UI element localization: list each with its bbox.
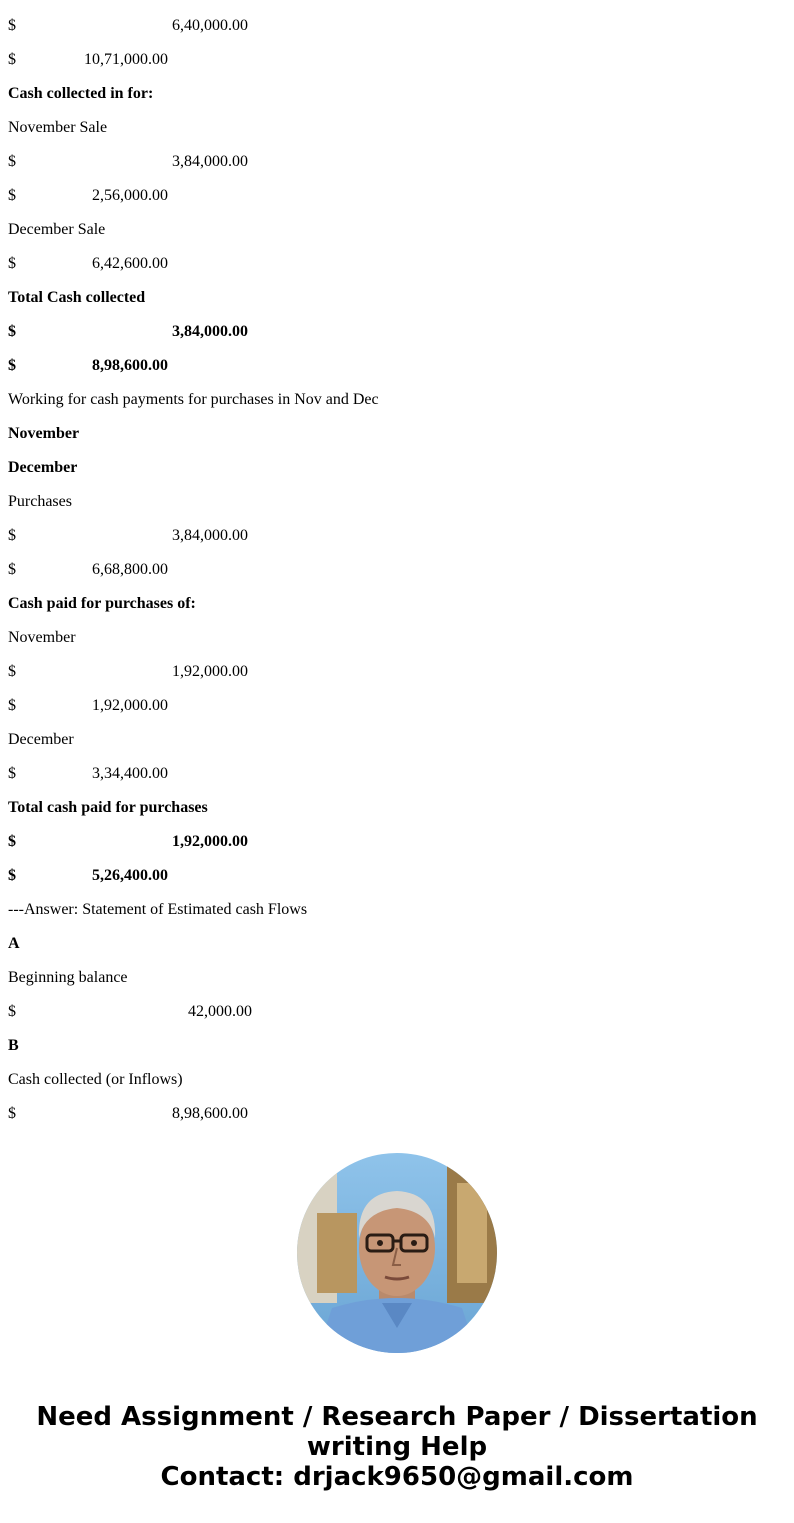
currency-symbol: $	[8, 527, 16, 544]
currency-symbol: $	[8, 697, 16, 714]
section-heading	[8, 782, 788, 816]
amount-value: 1,92,000.00	[92, 697, 168, 714]
line-item-label	[8, 714, 788, 748]
line-item-label	[8, 374, 788, 408]
label-text: December	[8, 731, 74, 748]
author-avatar	[297, 1153, 497, 1353]
currency-symbol: $	[8, 765, 16, 782]
currency-symbol: $	[8, 561, 16, 578]
amount-value: 3,34,400.00	[92, 765, 168, 782]
heading-text: November	[8, 425, 80, 442]
label-text: ---Answer: Statement of Estimated cash Flows	[8, 901, 308, 918]
heading-text: December	[8, 459, 78, 476]
currency-symbol: $	[8, 153, 16, 170]
currency-symbol: $	[8, 255, 16, 272]
currency-symbol: $	[8, 17, 16, 34]
section-heading	[8, 442, 788, 476]
amount-row	[8, 850, 788, 884]
amount-value: 3,84,000.00	[172, 323, 248, 340]
amount-row	[8, 306, 788, 340]
promo-line-1: Need Assignment / Research Paper / Dissertation	[36, 1402, 758, 1432]
amount-row	[8, 1088, 788, 1122]
amount-value: 8,98,600.00	[172, 1105, 248, 1122]
section-heading	[8, 68, 788, 102]
heading-text: A	[8, 935, 20, 952]
line-item-label	[8, 612, 788, 646]
amount-value: 1,92,000.00	[172, 833, 248, 850]
currency-symbol: $	[8, 357, 16, 374]
label-text: Beginning balance	[8, 969, 128, 986]
author-photo-icon	[297, 1153, 497, 1353]
section-heading	[8, 272, 788, 306]
promo-line-2: writing Help	[306, 1432, 488, 1462]
label-text: December Sale	[8, 221, 106, 238]
section-heading	[8, 578, 788, 612]
amount-row	[8, 340, 788, 374]
amount-value: 5,26,400.00	[92, 867, 168, 884]
amount-row	[8, 238, 788, 272]
amount-value: 1,92,000.00	[172, 663, 248, 680]
line-item-label	[8, 1054, 788, 1088]
line-item-label	[8, 204, 788, 238]
label-text: Cash collected (or Inflows)	[8, 1071, 183, 1088]
label-text: Purchases	[8, 493, 72, 510]
line-item-label	[8, 102, 788, 136]
label-text: Working for cash payments for purchases in Nov and Dec	[8, 391, 379, 408]
amount-row	[8, 748, 788, 782]
currency-symbol: $	[8, 1105, 16, 1122]
label-text: November Sale	[8, 119, 108, 136]
section-heading	[8, 918, 788, 952]
currency-symbol: $	[8, 1003, 16, 1020]
currency-symbol: $	[8, 187, 16, 204]
line-item-label	[8, 952, 788, 986]
amount-row	[8, 0, 788, 34]
currency-symbol: $	[8, 833, 16, 850]
currency-symbol: $	[8, 323, 16, 340]
amount-value: 42,000.00	[188, 1003, 252, 1020]
heading-text: Cash collected in for:	[8, 85, 154, 102]
amount-row	[8, 986, 788, 1020]
heading-text: Total Cash collected	[8, 289, 146, 306]
amount-value: 6,40,000.00	[172, 17, 248, 34]
amount-value: 6,68,800.00	[92, 561, 168, 578]
amount-row	[8, 136, 788, 170]
line-item-label	[8, 476, 788, 510]
currency-symbol: $	[8, 663, 16, 680]
amount-value: 8,98,600.00	[92, 357, 168, 374]
amount-row	[8, 544, 788, 578]
amount-row	[8, 816, 788, 850]
promo-contact: Contact: drjack9650@gmail.com	[160, 1462, 634, 1492]
heading-text: Total cash paid for purchases	[8, 799, 208, 816]
amount-row	[8, 510, 788, 544]
amount-value: 2,56,000.00	[92, 187, 168, 204]
amount-row	[8, 680, 788, 714]
label-text: November	[8, 629, 76, 646]
amount-value: 6,42,600.00	[92, 255, 168, 272]
currency-symbol: $	[8, 51, 16, 68]
heading-text: Cash paid for purchases of:	[8, 595, 196, 612]
amount-value: 10,71,000.00	[84, 51, 168, 68]
amount-row	[8, 646, 788, 680]
heading-text: B	[8, 1037, 19, 1054]
document-body	[8, 0, 788, 1122]
amount-row	[8, 170, 788, 204]
line-item-label	[8, 884, 788, 918]
currency-symbol: $	[8, 867, 16, 884]
amount-value: 3,84,000.00	[172, 527, 248, 544]
amount-value: 3,84,000.00	[172, 153, 248, 170]
section-heading	[8, 1020, 788, 1054]
promo-banner	[0, 1402, 794, 1492]
section-heading	[8, 408, 788, 442]
amount-row	[8, 34, 788, 68]
